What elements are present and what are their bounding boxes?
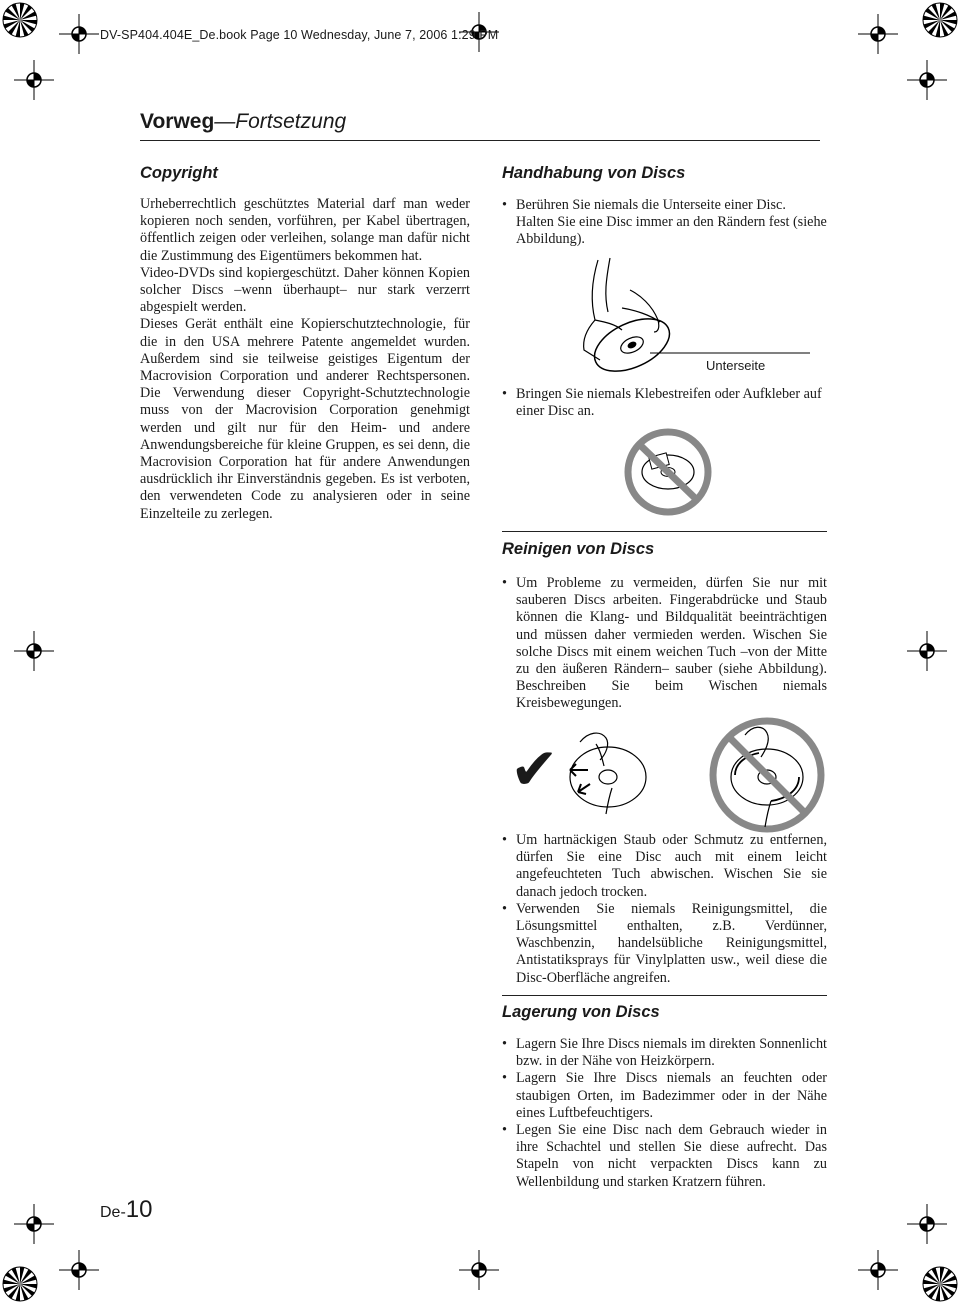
copyright-paragraph: Video-DVDs sind kopiergeschützt. Daher können Kopien solcher Discs –wenn überhaupt– nur stark verzerrt abgespielt werden. [140, 264, 470, 316]
disc-handling-illustration [570, 250, 820, 380]
registration-starburst-icon [3, 1267, 37, 1301]
handling-bullet: • Bringen Sie niemals Klebestreifen oder Aufkleber auf einer Disc an. [502, 386, 827, 420]
crosshair-icon [858, 1250, 898, 1290]
page-prefix: De- [100, 1204, 126, 1221]
copyright-paragraph: Urheberrechtlich geschütztes Material darf man weder kopieren noch senden, vorführen, per Kabel übertragen, öffentlich zeigen oder verleihen, solange man dafür nicht die Zustimmung des Eigentümers bekommen hat. [140, 196, 470, 264]
storage-list [502, 1036, 827, 1191]
handling-bullet: • Berühren Sie niemals die Unterseite einer Disc. Halten Sie eine Disc immer an den Rändern fest (siehe Abbildung). [502, 197, 827, 249]
crosshair-icon [14, 631, 54, 671]
crosshair-icon [907, 631, 947, 671]
storage-heading: Lagerung von Discs [502, 1003, 660, 1021]
crosshair-icon [907, 1204, 947, 1244]
wrong-wiping-illustration [705, 715, 830, 835]
crosshair-icon [858, 14, 898, 54]
crosshair-icon [14, 60, 54, 100]
handling-list-2-wrap [502, 386, 827, 420]
cleaning-list-2 [502, 832, 827, 987]
check-mark-icon: ✔ [510, 735, 559, 803]
handling-heading: Handhabung von Discs [502, 164, 686, 182]
copyright-heading: Copyright [140, 164, 218, 182]
crosshair-icon [459, 1250, 499, 1290]
page-number [100, 1196, 152, 1224]
copyright-paragraph: Dieses Gerät enthält eine Kopierschutztechnologie, für die in den USA mehrere Patente angemeldet wurden. Außerdem sind sie teilweise geistiges Eigentum der Macrovision Corporation und anderer Rechtspersonen. Die Verwendung dieser Copyright-Schutztechnologie muss von der Macrovision Corporation genehmigt werden und gilt nur für den Heim- und andere Anwendungsbereiche für kleine Gruppen, es sei denn, die Macrovision Corporation hat für andere Anwendungen ausdrücklich ihr Einverständnis gegeben. Es ist verboten, den verwendeten Code zu analysieren oder in seine Einzelteile zu zerlegen. [140, 316, 470, 522]
file-info-header: DV-SP404.404E_De.book Page 10 Wednesday, June 7, 2006 1:29 PM [100, 28, 499, 42]
crosshair-icon [59, 1250, 99, 1290]
handling-list-2 [502, 386, 827, 420]
registration-starburst-icon [923, 1267, 957, 1301]
registration-starburst-icon [923, 3, 957, 37]
registration-starburst-icon [3, 3, 37, 37]
cleaning-bullet: • Um hartnäckigen Staub oder Schmutz zu entfernen, dürfen Sie eine Disc auch mit einem leicht angefeuchteten Tuch abwischen. Wischen Sie sie danach jedoch trocken. [502, 832, 827, 901]
copyright-section [140, 164, 470, 523]
copyright-body [140, 196, 470, 523]
cleaning-bullet: • Um Probleme zu vermeiden, dürfen Sie nur mit sauberen Discs arbeiten. Fingerabdrücke und Staub können die Klang- und Bildqualität beeinträchtigen und müssen daher vermieden werden. Wischen Sie solche Discs mit einem weichen Tuch –von der Mitte zu den äußeren Rändern– sauber (siehe Abbildung). Beschreiben Sie beim Wischen niemals Kreisbewegungen. [502, 575, 827, 713]
cleaning-list-1 [502, 575, 827, 713]
cleaning-bullet: • Verwenden Sie niemals Reinigungsmittel, die Lösungsmittel enthalten, z.B. Verdünner, Waschbenzin, handelsübliche Reinigungsmittel, Antistatiksprays für Vinylplatten usw., weil diese die Disc-Oberfläche angreifen. [502, 901, 827, 987]
storage-bullet: • Lagern Sie Ihre Discs niemals an feuchten oder staubigen Orten, im Badezimmer oder in der Nähe eines Luftbefeuchtigers. [502, 1070, 827, 1122]
handling-section [502, 164, 827, 249]
page-title-main: Vorweg [140, 110, 215, 133]
storage-section [502, 1003, 827, 1191]
underside-label: Unterseite [706, 358, 766, 373]
cleaning-list-2-wrap [502, 832, 827, 987]
crosshair-icon [59, 14, 99, 54]
no-sticker-illustration [620, 425, 720, 520]
page-title [140, 110, 346, 134]
crosshair-icon [14, 1204, 54, 1244]
correct-wiping-illustration [560, 722, 660, 817]
storage-rule [502, 995, 827, 996]
storage-bullet: • Legen Sie eine Disc nach dem Gebrauch wieder in ihre Schachtel und stellen Sie diese aufrecht. Das Stapeln von nicht verpackten Discs kann zu Wellenbildung und starken Kratzern führen. [502, 1122, 827, 1191]
handling-list-1 [502, 197, 827, 249]
storage-bullet: • Lagern Sie Ihre Discs niemals im direkten Sonnenlicht bzw. in der Nähe von Heizkörpern. [502, 1036, 827, 1070]
cleaning-section [502, 540, 827, 713]
cleaning-rule [502, 531, 827, 532]
crosshair-icon [907, 60, 947, 100]
cleaning-heading: Reinigen von Discs [502, 540, 655, 558]
page-title-sub: —Fortsetzung [214, 110, 347, 133]
page-number-value: 10 [125, 1196, 153, 1223]
title-rule [140, 140, 820, 141]
